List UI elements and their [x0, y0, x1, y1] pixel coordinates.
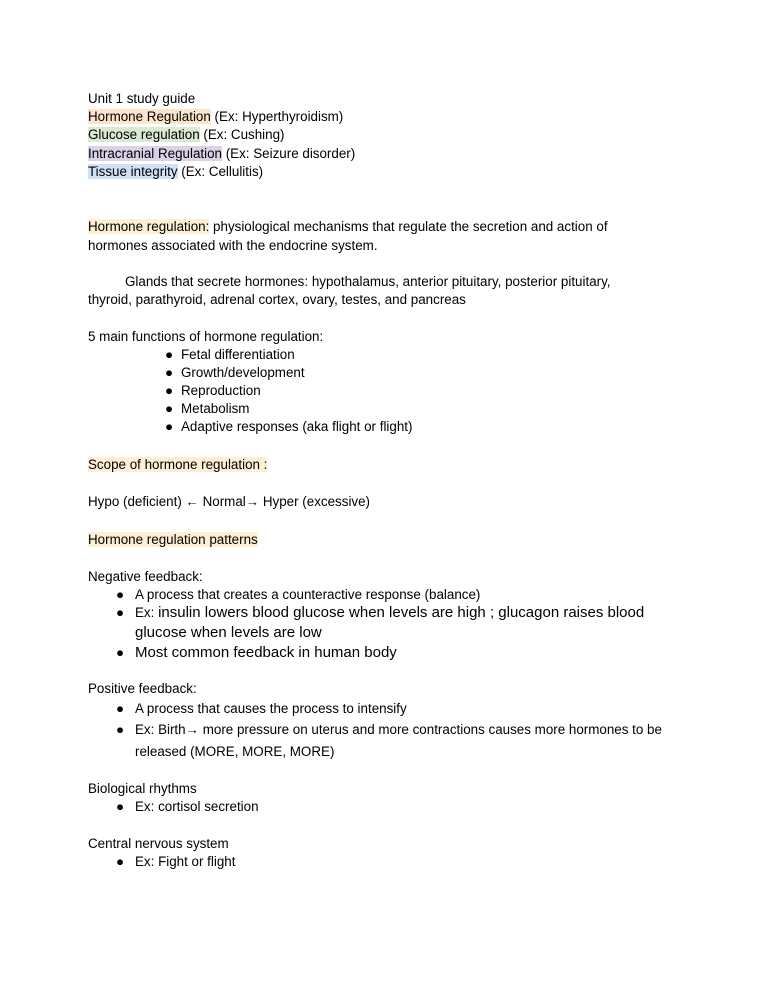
scope-heading — [88, 457, 267, 473]
scope-text: Hypo (deficient) ← Normal→ Hyper (excessive) — [88, 494, 371, 509]
bullet-icon: ● — [116, 645, 125, 660]
patterns-heading-text: Hormone regulation patterns — [88, 532, 258, 547]
definition — [88, 219, 608, 235]
concept-name: Intracranial Regulation — [88, 146, 222, 161]
list-item-text: Ex: cortisol secretion — [135, 799, 259, 814]
list-item — [116, 854, 236, 870]
scope-heading-text: Scope of hormone regulation : — [88, 457, 268, 472]
bullet-icon: ● — [116, 605, 125, 620]
definition-text: physiological mechanisms that regulate the secretion and action of — [209, 219, 608, 234]
concept-line — [88, 146, 355, 162]
list-item — [116, 604, 645, 621]
list-item-text: Growth/development — [181, 365, 305, 380]
bullet-icon: ● — [116, 587, 125, 602]
concept-example: (Ex: Cushing) — [199, 127, 285, 142]
list-item-continuation: glucose when levels are low — [135, 624, 322, 641]
list-item — [116, 644, 397, 661]
bullet-icon: ● — [116, 854, 125, 869]
list-item — [165, 347, 295, 363]
ex-prefix: Ex: — [135, 605, 159, 620]
list-item-text: Fetal differentiation — [181, 347, 295, 362]
bullet-icon: ● — [165, 383, 174, 398]
concept-example: (Ex: Seizure disorder) — [222, 146, 356, 161]
list-item-text: Ex: Birth→ more pressure on uterus and more contractions causes more hormones to be — [135, 722, 662, 737]
negative-heading: Negative feedback: — [88, 569, 203, 584]
list-item-text: Adaptive responses (aka flight or flight) — [181, 419, 413, 434]
concept-example: (Ex: Cellulitis) — [177, 164, 264, 179]
definition-text: hormones associated with the endocrine system. — [88, 238, 378, 253]
glands-text: Glands that secrete hormones: hypothalamus, anterior pituitary, posterior pituitary, — [125, 274, 611, 289]
list-item-text: A process that causes the process to intensify — [135, 701, 407, 716]
positive-heading: Positive feedback: — [88, 681, 197, 696]
list-item — [116, 799, 259, 815]
document-title: Unit 1 study guide — [88, 91, 196, 106]
bullet-icon: ● — [116, 701, 125, 716]
concept-line — [88, 127, 285, 143]
concept-example: (Ex: Hyperthyroidism) — [210, 109, 344, 124]
list-item-text: Reproduction — [181, 383, 261, 398]
glands-text: thyroid, parathyroid, adrenal cortex, ovary, testes, and pancreas — [88, 292, 466, 307]
list-item-text: Ex: Fight or flight — [135, 854, 236, 869]
bullet-icon: ● — [165, 419, 174, 434]
list-item — [165, 383, 261, 399]
cns-heading: Central nervous system — [88, 836, 229, 851]
ex-text: insulin lowers blood glucose when levels are high ; glucagon raises blood — [158, 604, 645, 621]
list-item-text: Metabolism — [181, 401, 250, 416]
bullet-icon: ● — [116, 722, 125, 737]
concept-line — [88, 164, 263, 180]
concept-name: Tissue integrity — [88, 164, 178, 179]
list-item — [165, 419, 413, 435]
list-item — [165, 401, 250, 417]
list-item-text — [135, 605, 644, 621]
patterns-heading — [88, 532, 258, 548]
list-item-text: Most common feedback in human body — [135, 644, 397, 661]
bullet-icon: ● — [165, 365, 174, 380]
bullet-icon: ● — [165, 401, 174, 416]
functions-heading: 5 main functions of hormone regulation: — [88, 329, 324, 344]
concept-line — [88, 109, 343, 125]
bullet-icon: ● — [116, 799, 125, 814]
list-item — [165, 365, 305, 381]
list-item-continuation: released (MORE, MORE, MORE) — [135, 744, 335, 759]
biological-heading: Biological rhythms — [88, 781, 197, 796]
concept-name: Hormone Regulation — [88, 109, 211, 124]
list-item — [116, 587, 481, 603]
concept-name: Glucose regulation — [88, 127, 200, 142]
definition-term: Hormone regulation: — [88, 219, 210, 234]
bullet-icon: ● — [165, 347, 174, 362]
list-item-text: A process that creates a counteractive response (balance) — [135, 587, 481, 602]
list-item — [116, 722, 662, 738]
list-item — [116, 701, 407, 717]
